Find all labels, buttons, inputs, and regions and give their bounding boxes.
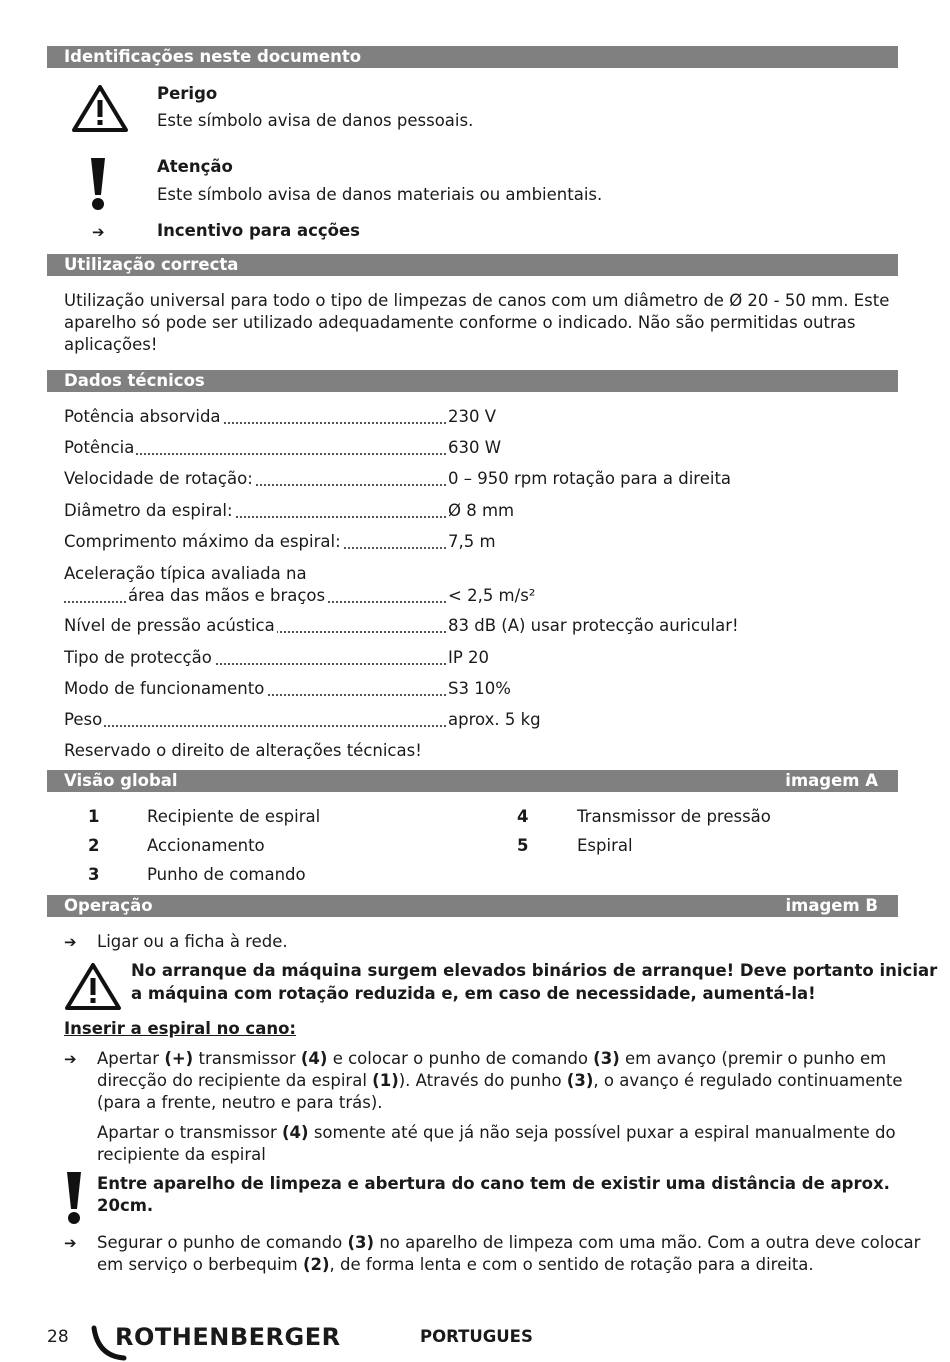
danger-triangle-icon <box>71 84 129 134</box>
section-header-tech-data <box>47 370 898 392</box>
spec-row <box>64 678 764 700</box>
correct-use-line: Utilização universal para todo o tipo de limpezas de canos com um diâmetro de Ø 20 - 50 mm. Este <box>64 291 890 310</box>
overview-number: 1 <box>88 807 100 826</box>
spec-row <box>64 437 764 459</box>
spec-value: Ø 8 mm <box>448 501 515 520</box>
arrow-right-icon: ➔ <box>92 223 105 241</box>
overview-number: 5 <box>517 836 529 855</box>
arrow-right-icon: ➔ <box>64 933 77 951</box>
spec-label: Modo de funcionamento <box>64 679 265 698</box>
operation-step-line: direcção do recipiente da espiral (1)). Através do punho (3), o avanço é regulado continuamente <box>97 1071 903 1090</box>
operation-step-line: Apartar o transmissor (4) somente até que já não seja possível puxar a espiral manualmente do <box>97 1123 896 1142</box>
section-title: Visão global <box>64 771 178 790</box>
page-number: 28 <box>47 1327 69 1347</box>
section-header-correct-use <box>47 254 898 276</box>
correct-use-line: aplicações! <box>64 335 158 354</box>
section-header-operation <box>47 895 898 917</box>
operation-step: Ligar ou a ficha à rede. <box>97 932 288 951</box>
correct-use-line: aparelho só pode ser utilizado adequadamente conforme o indicado. Não são permitidas outras <box>64 313 856 332</box>
overview-text: Recipiente de espiral <box>147 807 321 826</box>
section-title: Dados técnicos <box>64 371 205 390</box>
overview-text: Espiral <box>577 836 633 855</box>
arrow-right-icon: ➔ <box>64 1234 77 1252</box>
overview-number: 4 <box>517 807 529 826</box>
note-text: Entre aparelho de limpeza e abertura do cano tem de existir uma distância de aprox. <box>97 1174 890 1193</box>
spec-value: 230 V <box>448 407 497 426</box>
overview-text: Punho de comando <box>147 865 306 884</box>
section-header-overview <box>47 770 898 792</box>
operation-step-line: Apertar (+) transmissor (4) e colocar o punho de comando (3) em avanço (premir o punho em <box>97 1049 887 1068</box>
spec-value: IP 20 <box>448 648 490 667</box>
section-title: Operação <box>64 896 153 915</box>
warning-text: a máquina com rotação reduzida e, em caso de necessidade, aumentá-la! <box>131 984 816 1003</box>
operation-step-line: (para a frente, neutro e para trás). <box>97 1093 383 1112</box>
note-text: 20cm. <box>97 1196 154 1215</box>
action-text: Incentivo para acções <box>157 221 360 240</box>
spec-row <box>64 468 764 490</box>
operation-step-line: recipiente da espiral <box>97 1145 266 1164</box>
spec-label: Velocidade de rotação: <box>64 469 253 488</box>
spec-label: Diâmetro da espiral: <box>64 501 233 520</box>
spec-label: Comprimento máximo da espiral: <box>64 532 341 551</box>
overview-text: Transmissor de pressão <box>577 807 771 826</box>
overview-text: Accionamento <box>147 836 265 855</box>
section-title: Identificações neste documento <box>64 47 362 66</box>
spec-row <box>64 709 764 731</box>
spec-label-line: Aceleração típica avaliada na <box>64 564 307 583</box>
spec-row <box>64 647 764 669</box>
spec-value: 83 dB (A) usar protecção auricular! <box>448 616 739 635</box>
spec-row <box>64 531 764 553</box>
subheading: Inserir a espiral no cano: <box>64 1019 297 1038</box>
danger-text: Este símbolo avisa de danos pessoais. <box>157 111 474 130</box>
language-label: PORTUGUES <box>420 1327 533 1346</box>
spec-row <box>64 406 764 428</box>
spec-row <box>64 615 764 637</box>
spec-label: Tipo de protecção <box>64 648 212 667</box>
overview-number: 2 <box>88 836 100 855</box>
spec-label: área das mãos e braços <box>128 586 326 605</box>
operation-step-line: Segurar o punho de comando (3) no aparelho de limpeza com uma mão. Com a outra deve colocar <box>97 1233 921 1252</box>
spec-label: Potência absorvida <box>64 407 221 426</box>
spec-value: 630 W <box>448 438 502 457</box>
reserved-note: Reservado o direito de alterações técnicas! <box>64 741 422 760</box>
spec-label: Potência <box>64 438 135 457</box>
brand-logo: ROTHENBERGER <box>115 1323 341 1351</box>
section-title: Utilização correcta <box>64 255 239 274</box>
operation-step-line: em serviço o berbequim (2), de forma lenta e com o sentido de rotação para a direita. <box>97 1255 814 1274</box>
spec-value: < 2,5 m/s² <box>448 586 536 605</box>
spec-label: Nível de pressão acústica <box>64 616 275 635</box>
warning-text: No arranque da máquina surgem elevados binários de arranque! Deve portanto iniciar <box>131 961 938 980</box>
spec-row <box>64 585 764 607</box>
attention-exclamation-icon <box>64 1171 84 1225</box>
image-reference: imagem A <box>785 771 878 790</box>
image-reference: imagem B <box>785 896 878 915</box>
section-header-identification <box>47 46 898 68</box>
spec-value: S3 10% <box>448 679 511 698</box>
spec-label: Peso <box>64 710 103 729</box>
danger-triangle-icon <box>64 962 122 1012</box>
spec-value: 0 – 950 rpm rotação para a direita <box>448 469 732 488</box>
danger-title: Perigo <box>157 84 218 103</box>
overview-number: 3 <box>88 865 100 884</box>
attention-exclamation-icon <box>88 157 108 211</box>
spec-row <box>64 500 764 522</box>
arrow-right-icon: ➔ <box>64 1050 77 1068</box>
attention-title: Atenção <box>157 157 233 176</box>
spec-value: 7,5 m <box>448 532 496 551</box>
spec-value: aprox. 5 kg <box>448 710 541 729</box>
attention-text: Este símbolo avisa de danos materiais ou ambientais. <box>157 185 603 204</box>
